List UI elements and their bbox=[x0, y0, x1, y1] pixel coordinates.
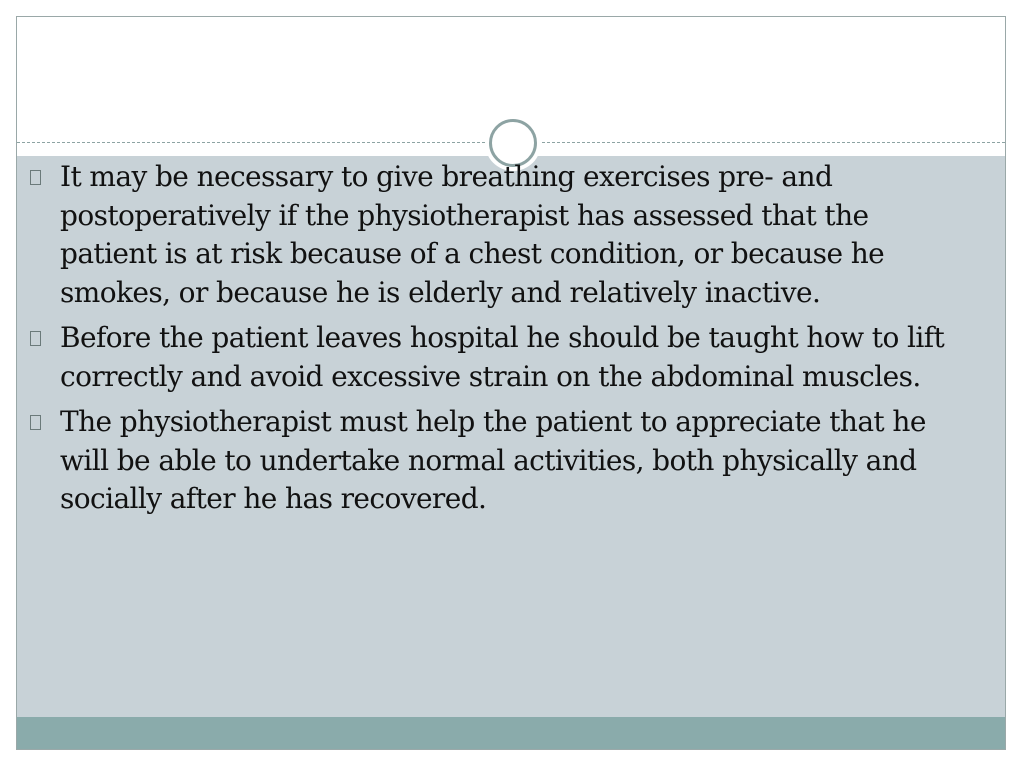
bullet-list bbox=[28, 158, 968, 526]
bullet-item bbox=[28, 319, 968, 396]
bullet-box-icon bbox=[30, 331, 41, 346]
bullet-box-icon bbox=[30, 415, 41, 430]
bullet-item bbox=[28, 403, 968, 519]
bullet-text: The physiotherapist must help the patient to appreciate that he will be able to undertake normal activities, both physically and socially after he has recovered. bbox=[60, 405, 926, 515]
footer-bar bbox=[17, 717, 1005, 750]
bullet-item bbox=[28, 158, 968, 312]
bullet-box-icon bbox=[30, 170, 41, 185]
bullet-text: It may be necessary to give breathing exercises pre- and postoperatively if the physiotherapist has assessed that the patient is at risk because of a chest condition, or because he smokes, or because he is elderly and relatively inactive. bbox=[60, 160, 885, 309]
bullet-text: Before the patient leaves hospital he should be taught how to lift correctly and avoid excessive strain on the abdominal muscles. bbox=[60, 321, 945, 393]
